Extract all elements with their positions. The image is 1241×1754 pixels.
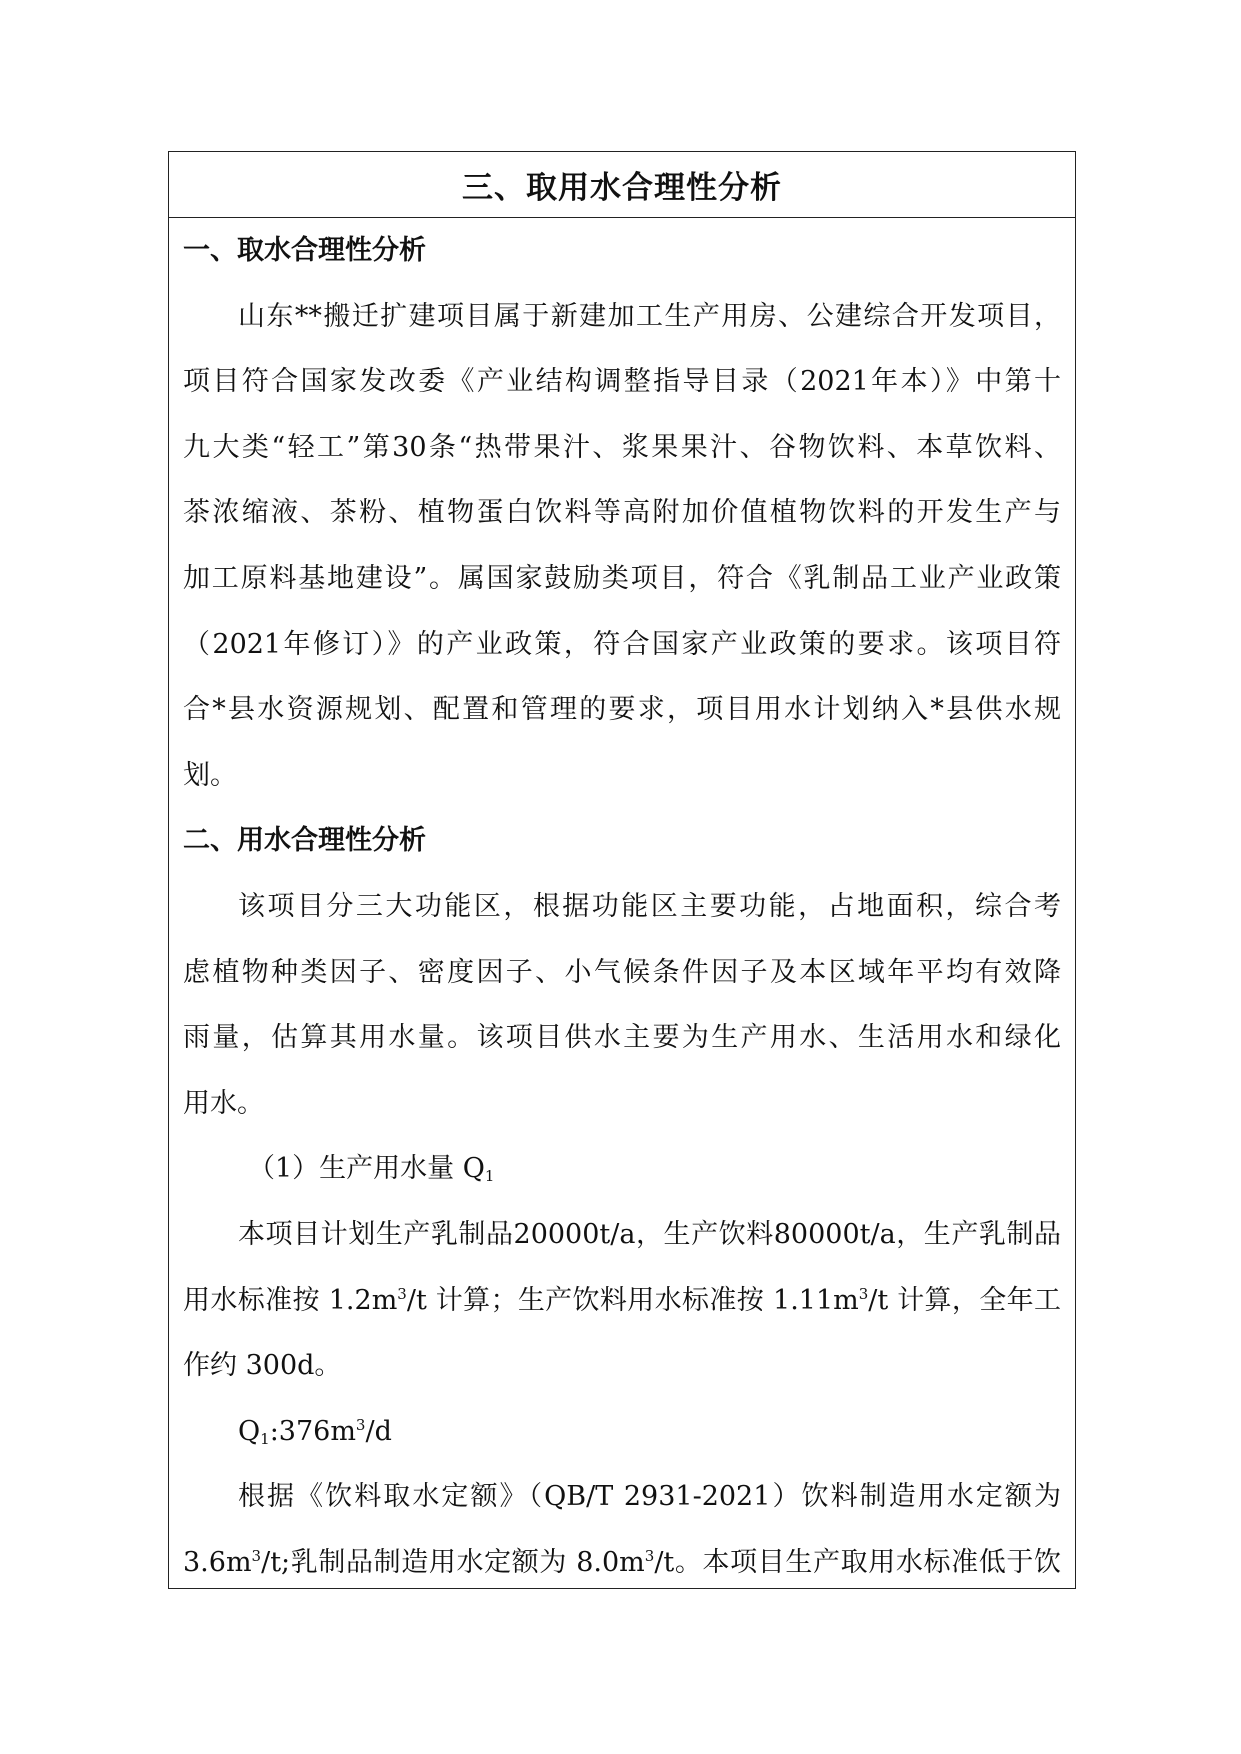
section2-line-2: 虑植物种类因子、密度因子、小气候条件因子及本区域年平均有效降 xyxy=(183,956,1061,988)
section1-line-4: 茶浓缩液、茶粉、植物蛋白饮料等高附加价值植物饮料的开发生产与 xyxy=(183,497,1061,529)
formula-sub: 1 xyxy=(260,1429,270,1448)
section2-line-4: 用水。 xyxy=(183,1087,264,1119)
section2-line-1: 该项目分三大功能区，根据功能区主要功能，占地面积，综合考 xyxy=(238,890,1061,922)
section1-line-3: 九大类“轻工”第30条“热带果汁、浆果果汁、谷物饮料、本草饮料、 xyxy=(183,431,1061,463)
para3-line-2-b: /t;乳制品制造用水定额为 8.0m xyxy=(261,1546,645,1578)
title-row xyxy=(169,152,1075,218)
page-title: 三、取用水合理性分析 xyxy=(462,170,782,206)
content-body xyxy=(169,218,1075,1589)
section1-line-1: 山东**搬迁扩建项目属于新建加工生产用房、公建综合开发项目， xyxy=(238,300,1061,332)
subheading-text: （1）生产用水量 Q xyxy=(248,1153,485,1185)
para2-line-1: 本项目计划生产乳制品20000t/a，生产饮料80000t/a，生产乳制品 xyxy=(238,1218,1061,1250)
section2-line-3: 雨量，估算其用水量。该项目供水主要为生产用水、生活用水和绿化 xyxy=(183,1022,1061,1054)
formula-q: Q xyxy=(238,1415,261,1447)
para3-line-1: 根据《饮料取水定额》（QB/T 2931-2021）饮料制造用水定额为 xyxy=(238,1481,1061,1513)
para2-line-2-b: /t 计算；生产饮料用水标准按 1.11m xyxy=(406,1284,859,1316)
para3-line-2 xyxy=(183,1530,1061,1589)
para3-line-2-c: /t。本项目生产取用水标准低于饮 xyxy=(654,1546,1061,1578)
subheading-subscript: 1 xyxy=(484,1167,495,1186)
document-frame xyxy=(168,151,1076,1589)
para3-sup-2: 3 xyxy=(644,1546,655,1565)
formula-value: :376m xyxy=(269,1415,356,1447)
para2-sup-1: 3 xyxy=(397,1284,407,1303)
para3-sup-1: 3 xyxy=(251,1546,262,1565)
formula-sup: 3 xyxy=(355,1415,366,1434)
para2-line-2-a: 用水标准按 1.2m xyxy=(183,1284,398,1316)
section2-heading: 二、用水合理性分析 xyxy=(183,825,426,857)
para3-line-2-a: 3.6m xyxy=(183,1546,252,1578)
section1-heading: 一、取水合理性分析 xyxy=(183,235,426,266)
section1-line-2: 项目符合国家发改委《产业结构调整指导目录（2021年本）》中第十 xyxy=(183,366,1061,398)
subheading-production-water xyxy=(183,1136,1061,1202)
para2-line-2 xyxy=(183,1268,1061,1334)
section1-line-8: 划。 xyxy=(183,759,237,791)
para2-line-3: 作约 300d。 xyxy=(183,1350,342,1382)
section1-line-7: 合*县水资源规划、配置和管理的要求，项目用水计划纳入*县供水规 xyxy=(183,694,1061,726)
section1-line-5: 加工原料基地建设”。属国家鼓励类项目，符合《乳制品工业产业政策 xyxy=(183,562,1061,594)
section1-line-6: （2021年修订）》的产业政策，符合国家产业政策的要求。该项目符 xyxy=(183,628,1061,660)
formula-q1 xyxy=(183,1399,1061,1465)
formula-unit: /d xyxy=(365,1415,392,1447)
para2-line-2-c: /t 计算，全年工 xyxy=(868,1284,1061,1316)
para2-sup-2: 3 xyxy=(858,1284,869,1303)
